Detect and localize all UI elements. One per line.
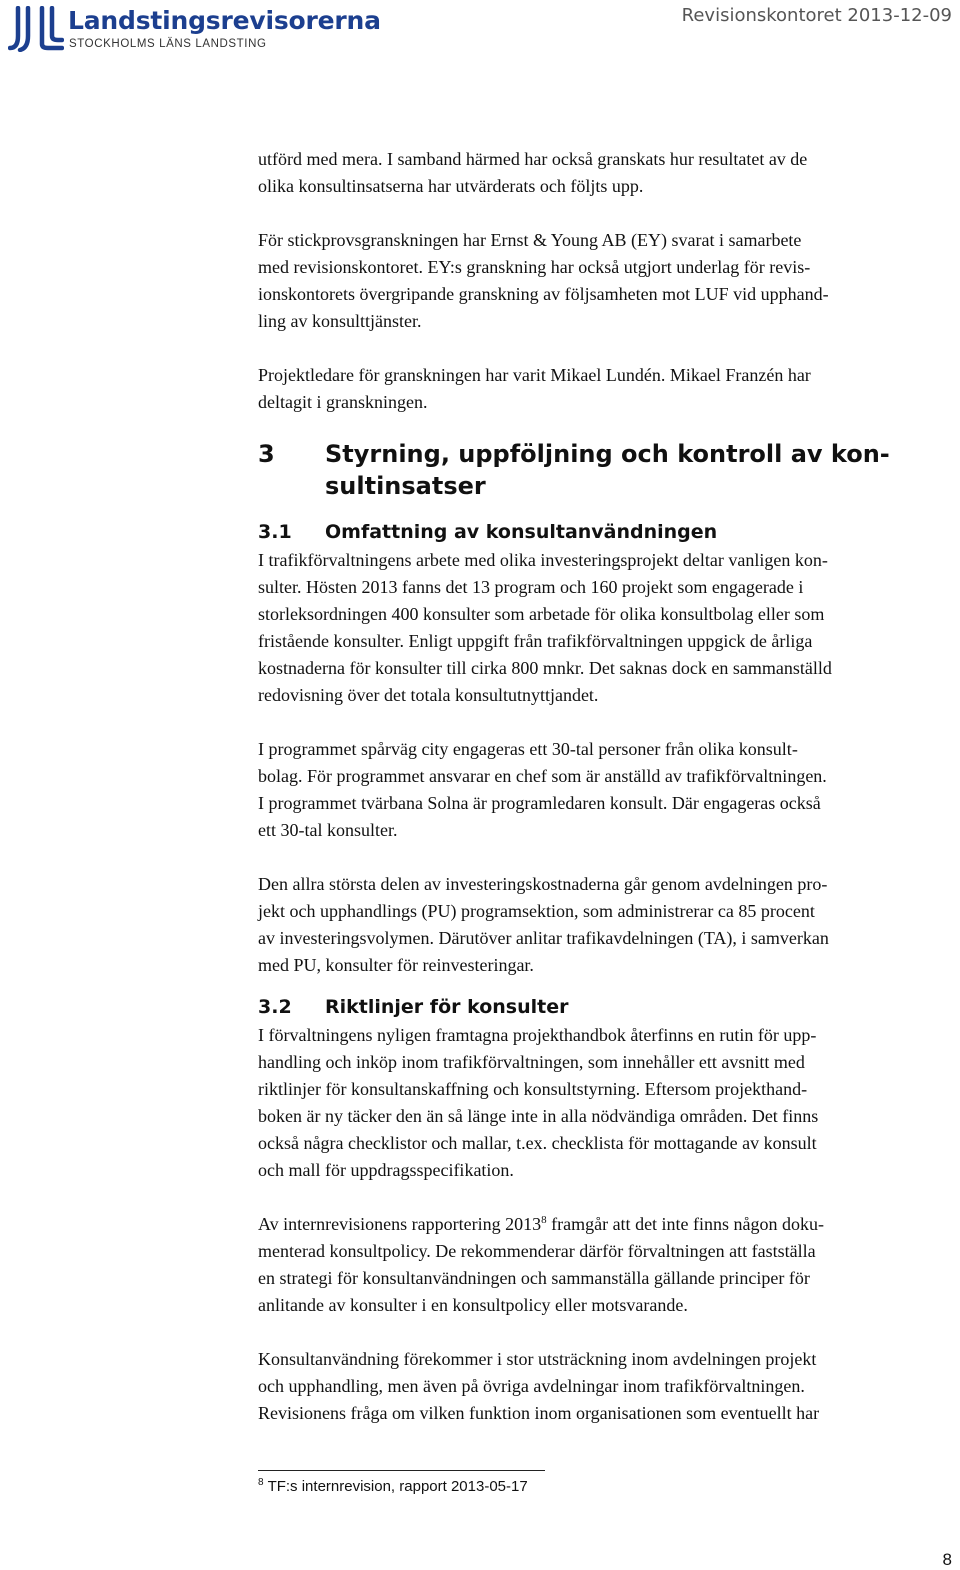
section-number: 3	[258, 440, 275, 468]
paragraph	[258, 1022, 958, 1184]
text-line: I programmet spårväg city engageras ett 30-tal personer från olika konsult-	[258, 739, 798, 759]
text-segment: Av internrevisionens rapportering 2013	[258, 1214, 542, 1234]
paragraph	[258, 871, 958, 979]
subsection-heading	[258, 995, 958, 1019]
paragraph	[258, 146, 958, 200]
footnote-number: 8	[258, 1477, 264, 1488]
footnote-text: TF:s internrevision, rapport 2013-05-17	[267, 1478, 528, 1495]
text-line: ling av konsulttjänster.	[258, 311, 422, 331]
text-line: Den allra största delen av investeringskostnaderna går genom avdelningen pro-	[258, 874, 828, 894]
text-line: fristående konsulter. Enligt uppgift från trafikförvaltningen uppgick de årliga	[258, 631, 813, 651]
text-line: med revisionskontoret. EY:s granskning har också utgjort underlag för revis-	[258, 257, 811, 277]
text-line: och upphandling, men även på övriga avdelningar inom trafikförvaltningen.	[258, 1376, 805, 1396]
page-number: 8	[942, 1550, 952, 1569]
text-line: sulter. Hösten 2013 fanns det 13 program och 160 projekt som engagerade i	[258, 577, 804, 597]
text-line: jekt och upphandlings (PU) programsektion, som administrerar ca 85 procent	[258, 901, 815, 921]
text-line: I trafikförvaltningens arbete med olika investeringsprojekt deltar vanligen kon-	[258, 550, 828, 570]
text-line: bolag. För programmet ansvarar en chef som är anställd av trafikförvaltningen.	[258, 766, 827, 786]
logo-title: Landstingsrevisorerna	[68, 6, 381, 35]
text-line: och mall för uppdragsspecifikation.	[258, 1160, 514, 1180]
text-line	[258, 1211, 958, 1238]
header-date: Revisionskontoret 2013-12-09	[681, 5, 952, 26]
text-line: deltagit i granskningen.	[258, 392, 428, 412]
text-line: anlitande av konsulter i en konsultpolicy eller motsvarande.	[258, 1295, 688, 1315]
paragraph	[258, 1346, 958, 1427]
section-title-line: Styrning, uppföljning och kontroll av kon-	[325, 440, 890, 468]
text-line: ett 30-tal konsulter.	[258, 820, 398, 840]
text-line: ionskontorets övergripande granskning av följsamheten mot LUF vid upphand-	[258, 284, 829, 304]
text-segment: framgår att det inte finns någon doku-	[546, 1214, 825, 1234]
page-header	[0, 0, 960, 60]
text-line: olika konsultinsatserna har utvärderats och följts upp.	[258, 176, 644, 196]
text-line: storleksordningen 400 konsulter som arbetade för olika konsultbolag eller som	[258, 604, 825, 624]
page-body	[258, 146, 958, 1427]
section-heading	[258, 438, 958, 502]
text-line: riktlinjer för konsultanskaffning och konsultstyrning. Eftersom projekthand-	[258, 1079, 808, 1099]
paragraph	[258, 362, 958, 416]
text-line: menterad konsultpolicy. De rekommenderar därför förvaltningen att fastställa	[258, 1241, 816, 1261]
logo-subtitle: STOCKHOLMS LÄNS LANDSTING	[69, 38, 267, 50]
text-line: Konsultanvändning förekommer i stor utsträckning inom avdelningen projekt	[258, 1349, 817, 1369]
text-line: I programmet tvärbana Solna är programledaren konsult. Där engageras också	[258, 793, 821, 813]
text-line: utförd med mera. I samband härmed har också granskats hur resultatet av de	[258, 149, 808, 169]
paragraph	[258, 736, 958, 844]
text-line: en strategi för konsultanvändningen och sammanställa gällande principer för	[258, 1268, 810, 1288]
text-line: Revisionens fråga om vilken funktion inom organisationen som eventuellt har	[258, 1403, 820, 1423]
paragraph	[258, 547, 958, 709]
subsection-title: Omfattning av konsultanvändningen	[325, 521, 718, 543]
subsection-number: 3.2	[258, 996, 292, 1018]
text-line: redovisning över det totala konsultutnyttjandet.	[258, 685, 599, 705]
footnote	[258, 1478, 528, 1495]
subsection-title: Riktlinjer för konsulter	[325, 996, 569, 1018]
text-line: kostnaderna för konsulter till cirka 800 mnkr. Det saknas dock en sammanställd	[258, 658, 832, 678]
text-line: I förvaltningens nyligen framtagna projekthandbok återfinns en rutin för upp-	[258, 1025, 817, 1045]
landstingsrevisorerna-logo-icon	[8, 6, 64, 52]
paragraph	[258, 1211, 958, 1319]
footnote-reference[interactable]: 8	[541, 1214, 547, 1226]
subsection-number: 3.1	[258, 521, 292, 543]
footnote-separator	[258, 1470, 545, 1471]
text-line: Projektledare för granskningen har varit Mikael Lundén. Mikael Franzén har	[258, 365, 811, 385]
section-title-line: sultinsatser	[325, 472, 486, 500]
text-line: handling och inköp inom trafikförvaltningen, som innehåller ett avsnitt med	[258, 1052, 805, 1072]
text-line: boken är ny täcker den än så länge inte in alla nödvändiga områden. Det finns	[258, 1106, 819, 1126]
text-line: För stickprovsgranskningen har Ernst & Young AB (EY) svarat i samarbete	[258, 230, 802, 250]
text-line: också några checklistor och mallar, t.ex. checklista för mottagande av konsult	[258, 1133, 817, 1153]
text-line: av investeringsvolymen. Därutöver anlitar trafikavdelningen (TA), i samverkan	[258, 928, 829, 948]
text-line: med PU, konsulter för reinvesteringar.	[258, 955, 534, 975]
paragraph	[258, 227, 958, 335]
subsection-heading	[258, 520, 958, 544]
